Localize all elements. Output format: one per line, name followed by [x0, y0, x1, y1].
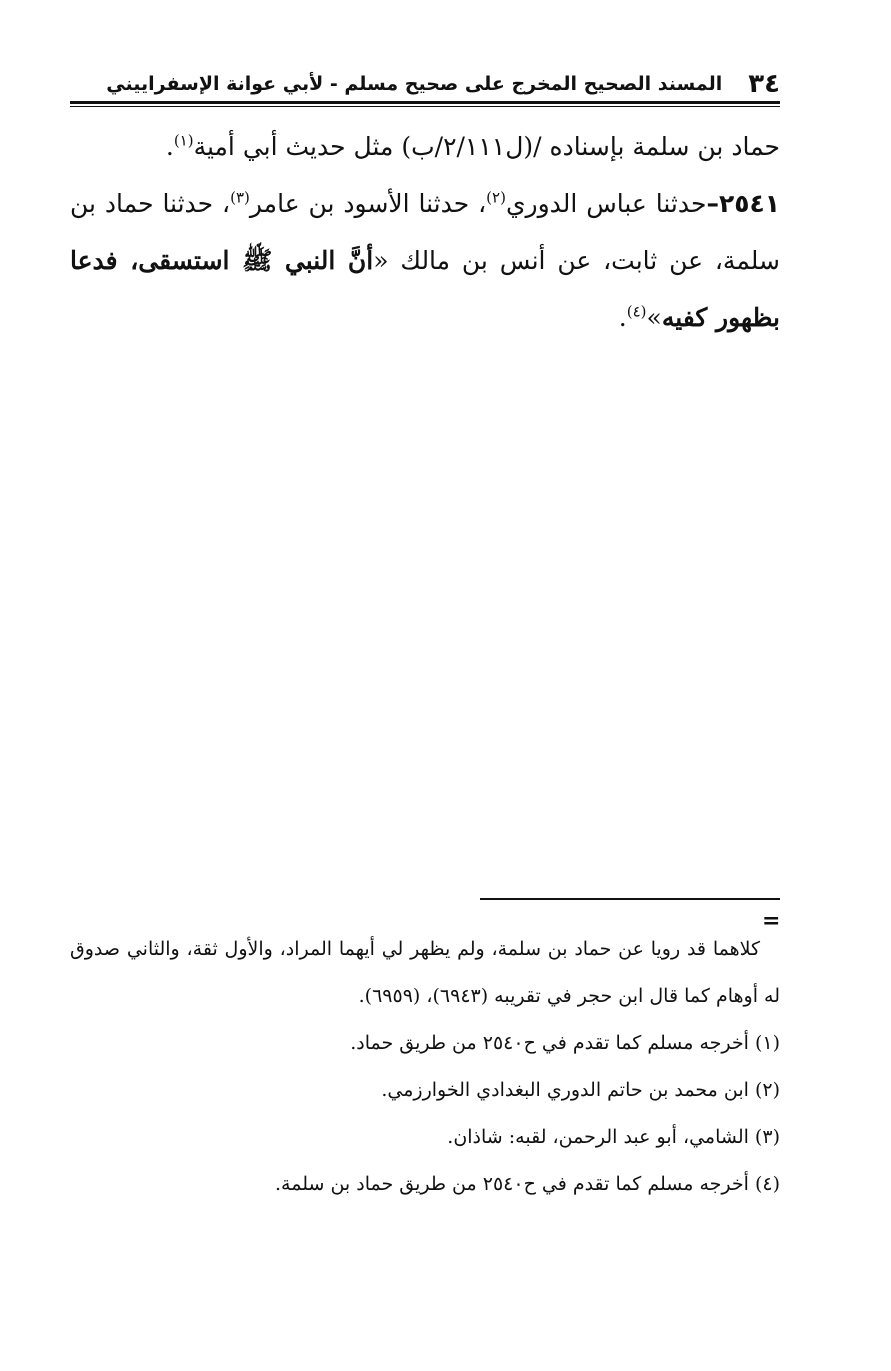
header-rule-thick — [70, 101, 780, 104]
footnote-ref-3: (٣) — [230, 188, 250, 207]
footnote-3: (٣) الشامي، أبو عبد الرحمن، لقبه: شاذان. — [447, 1126, 780, 1148]
footnote-2: (٢) ابن محمد بن حاتم الدوري البغدادي الخوارزمي. — [381, 1079, 780, 1101]
footnotes — [70, 926, 780, 1208]
page-number: ٣٤ — [748, 69, 780, 99]
hadith-paragraph: ٢٥٤١–حدثنا عباس الدوري$^{(٢)}$، حدثنا الأسود بن عامر$^{(٣)}$، حدثنا حماد بن سلمة، عن ثابت، عن أنس بن مالك «أنَّ النبي ﷺ استسقى، فدعا بظهور كفيه»$^{(٤)}$. — [70, 188, 781, 332]
footnote-1: (١) أخرجه مسلم كما تقدم في ح٢٥٤٠ من طريق حماد. — [350, 1032, 780, 1054]
book-title: المسند الصحيح المخرج على صحيح مسلم - لأبي عوانة الإسفراييني — [106, 73, 723, 95]
footnote-separator — [480, 898, 780, 900]
footnote-ref-2: (٢) — [486, 188, 506, 207]
continuation-paragraph: حماد بن سلمة بإسناده /(ل۲/١١١/ب) مثل حديث أبي أمية$^{(١)}$. — [165, 131, 780, 161]
footnote-continued: كلاهما قد رويا عن حماد بن سلمة، ولم يظهر لي أيهما المراد، والأول ثقة، والثاني صدوق له أوهام كما قال ابن حجر في تقريبه (٦٩٤٣)، (٦٩٥٩). — [70, 938, 780, 1007]
main-text — [70, 118, 780, 346]
hadith-matn: أنَّ النبي ﷺ استسقى، فدعا بظهور كفيه — [70, 246, 780, 332]
footnote-continuation-mark: = — [762, 908, 781, 934]
footnote-4: (٤) أخرجه مسلم كما تقدم في ح٢٥٤٠ من طريق حماد بن سلمة. — [275, 1173, 780, 1195]
running-header — [70, 66, 780, 102]
header-rule-thin — [70, 106, 780, 107]
footnote-ref-1: (١) — [173, 131, 194, 150]
footnote-ref-4: (٤) — [626, 302, 647, 321]
hadith-number: ٢٥٤١ — [718, 189, 780, 218]
